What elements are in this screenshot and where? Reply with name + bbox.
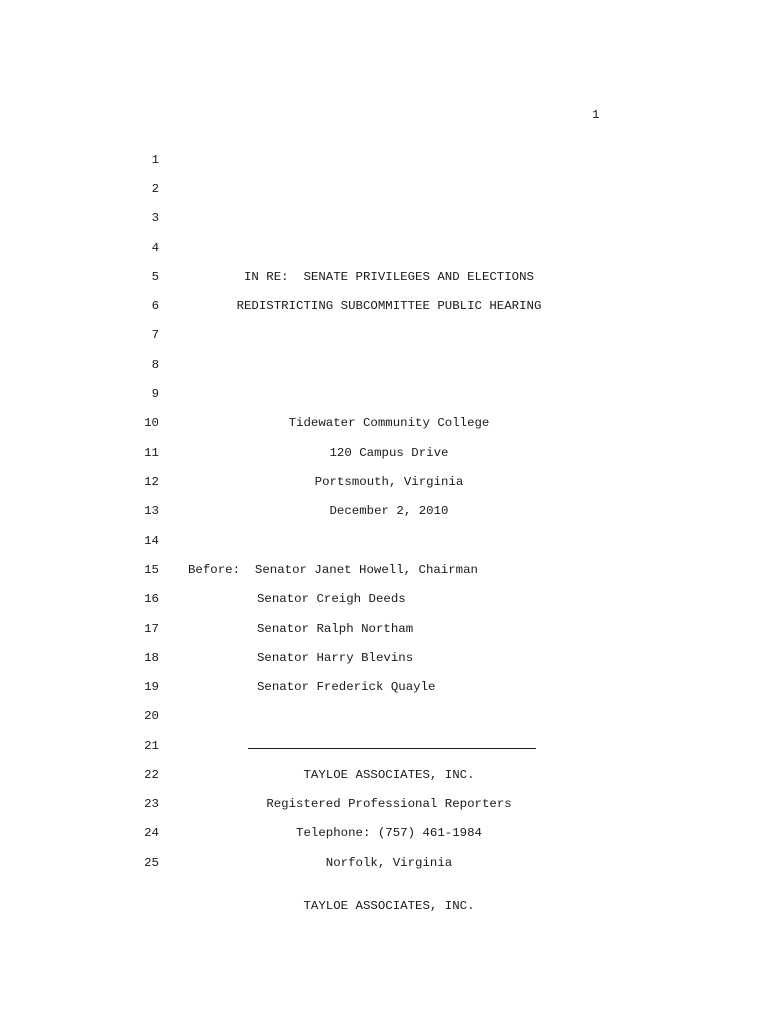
line-number: 18	[144, 651, 159, 665]
transcript-line	[0, 650, 770, 666]
hearing-title-line-1: IN RE: SENATE PRIVILEGES AND ELECTIONS	[244, 270, 534, 284]
transcript-line	[0, 240, 770, 256]
reporter-company: TAYLOE ASSOCIATES, INC.	[303, 768, 475, 782]
reporter-telephone: Telephone: (757) 461-1984	[296, 826, 482, 840]
line-number: 17	[144, 622, 159, 636]
panel-member: Senator Creigh Deeds	[257, 592, 406, 606]
line-number: 24	[144, 826, 159, 840]
hearing-title-line-2: REDISTRICTING SUBCOMMITTEE PUBLIC HEARING	[236, 299, 542, 313]
transcript-line	[0, 415, 770, 431]
reporter-city: Norfolk, Virginia	[325, 856, 453, 870]
transcript-line	[0, 855, 770, 871]
transcript-line	[0, 327, 770, 343]
line-number: 6	[151, 299, 159, 313]
line-number: 10	[144, 416, 159, 430]
transcript-line	[0, 621, 770, 637]
transcript-line	[0, 679, 770, 695]
hearing-date: December 2, 2010	[329, 504, 449, 518]
transcript-line	[0, 357, 770, 373]
transcript-line	[0, 562, 770, 578]
transcript-line	[0, 298, 770, 314]
transcript-line	[0, 269, 770, 285]
line-number: 15	[144, 563, 159, 577]
transcript-line	[0, 474, 770, 490]
line-number: 13	[144, 504, 159, 518]
line-number: 23	[144, 797, 159, 811]
panel-member: Senator Ralph Northam	[257, 622, 414, 636]
transcript-line	[0, 708, 770, 724]
transcript-line	[0, 767, 770, 783]
line-number: 8	[151, 358, 159, 372]
page-number: 1	[592, 108, 600, 122]
line-number: 25	[144, 856, 159, 870]
transcript-line	[0, 738, 770, 754]
reporter-description: Registered Professional Reporters	[266, 797, 512, 811]
line-number: 5	[151, 270, 159, 284]
line-number: 22	[144, 768, 159, 782]
page-footer: TAYLOE ASSOCIATES, INC.	[303, 899, 475, 913]
transcript-line	[0, 152, 770, 168]
transcript-line	[0, 181, 770, 197]
line-number: 2	[151, 182, 159, 196]
line-number: 20	[144, 709, 159, 723]
transcript-line	[0, 386, 770, 402]
line-number: 1	[151, 153, 159, 167]
line-number: 9	[151, 387, 159, 401]
line-number: 21	[144, 739, 159, 753]
line-number: 4	[151, 241, 159, 255]
transcript-line	[0, 503, 770, 519]
line-number: 16	[144, 592, 159, 606]
line-number: 11	[144, 446, 159, 460]
transcript-line	[0, 796, 770, 812]
line-number: 7	[151, 328, 159, 342]
divider-rule	[248, 748, 536, 749]
transcript-line	[0, 210, 770, 226]
transcript-line	[0, 445, 770, 461]
panel-member: Senator Harry Blevins	[257, 651, 414, 665]
panel-chairman: Before: Senator Janet Howell, Chairman	[188, 563, 478, 577]
line-number: 12	[144, 475, 159, 489]
venue-street: 120 Campus Drive	[329, 446, 449, 460]
venue-city: Portsmouth, Virginia	[314, 475, 464, 489]
transcript-line	[0, 825, 770, 841]
transcript-line	[0, 591, 770, 607]
venue-name: Tidewater Community College	[288, 416, 490, 430]
line-number: 3	[151, 211, 159, 225]
transcript-line	[0, 533, 770, 549]
line-number: 19	[144, 680, 159, 694]
panel-member: Senator Frederick Quayle	[257, 680, 436, 694]
line-number: 14	[144, 534, 159, 548]
